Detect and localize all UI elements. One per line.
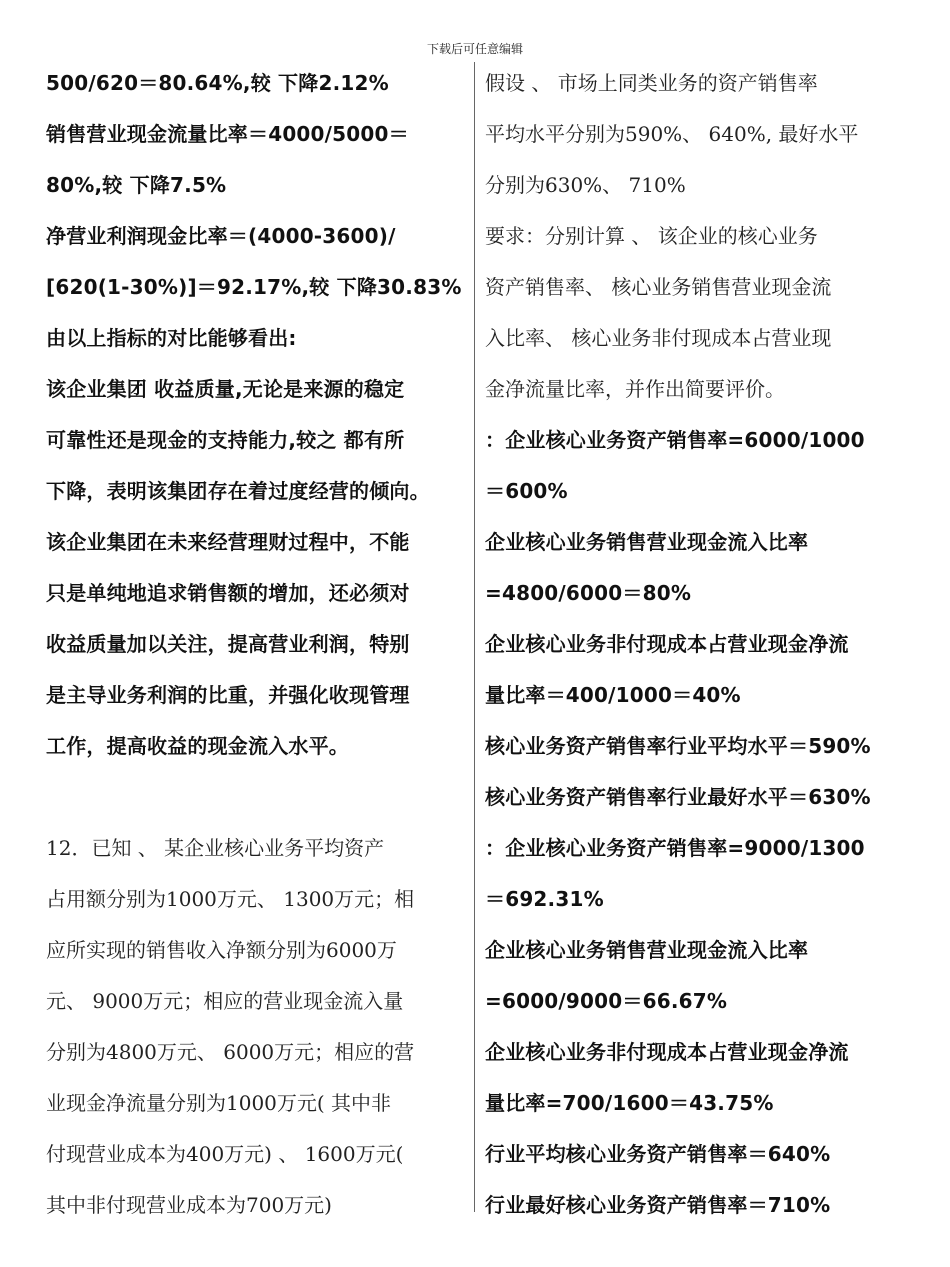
text-line: =4800/6000＝80% (485, 581, 692, 605)
text-line: 下降，表明该集团存在着过度经营的倾向。 (46, 479, 430, 503)
text-line: 要求：分别计算 、 该企业的核心业务 (485, 224, 818, 248)
text-line: 应所实现的销售收入净额分别为6000万 (46, 938, 397, 962)
text-line: 由以上指标的对比能够看出: (46, 326, 297, 350)
text-line: 业现金净流量分别为1000万元( 其中非 (46, 1091, 392, 1115)
text-line: 量比率=700/1600＝43.75% (485, 1091, 774, 1115)
text-line: 该企业集团在未来经营理财过程中，不能 (46, 530, 410, 554)
text-line: =6000/9000＝66.67% (485, 989, 728, 1013)
text-line: 平均水平分别为590%、 640%, 最好水平 (485, 122, 859, 146)
text-line: 假设 、 市场上同类业务的资产销售率 (485, 71, 818, 95)
text-line: 分别为630%、 710% (485, 173, 686, 197)
text-line: 行业最好核心业务资产销售率＝710% (485, 1193, 831, 1217)
text-line: 金净流量比率，并作出简要评价。 (485, 377, 785, 401)
text-line: 12．已知 、 某企业核心业务平均资产 (46, 836, 385, 860)
text-line: 分别为4800万元、 6000万元；相应的营 (46, 1040, 415, 1064)
text-line: ：企业核心业务资产销售率=9000/1300 (485, 836, 865, 860)
right-column (485, 58, 910, 1231)
text-line: 核心业务资产销售率行业平均水平＝590% (485, 734, 871, 758)
text-line: ：企业核心业务资产销售率=6000/1000 (485, 428, 865, 452)
answer-section (485, 415, 910, 1231)
text-line: 元、 9000万元；相应的营业现金流入量 (46, 989, 404, 1013)
text-line: 销售营业现金流量比率＝4000/5000＝ (46, 122, 409, 146)
text-line: [620(1-30%)]＝92.17%,较 下降30.83% (46, 275, 462, 299)
problem-statement (46, 823, 468, 1231)
text-line: 行业平均核心业务资产销售率＝640% (485, 1142, 831, 1166)
text-line: 该企业集团 收益质量,无论是来源的稳定 (46, 377, 405, 401)
text-line: 企业核心业务非付现成本占营业现金净流 (485, 632, 849, 656)
text-line: 500/620＝80.64%,较 下降2.12% (46, 71, 389, 95)
text-line: ＝692.31% (485, 887, 604, 911)
text-line: 工作，提高收益的现金流入水平。 (46, 734, 349, 758)
text-line: 企业核心业务销售营业现金流入比率 (485, 938, 809, 962)
text-line: 净营业利润现金比率＝(4000-3600)/ (46, 224, 396, 248)
column-divider (474, 62, 475, 1212)
page-header: 下载后可任意编辑 (426, 42, 523, 56)
paragraph-gap (46, 772, 468, 823)
text-line: 占用额分别为1000万元、 1300万元；相 (46, 887, 415, 911)
text-line: 核心业务资产销售率行业最好水平＝630% (485, 785, 871, 809)
text-line: 80%,较 下降7.5% (46, 173, 227, 197)
text-line: 入比率、 核心业务非付现成本占营业现 (485, 326, 832, 350)
left-column (46, 58, 468, 1231)
text-line: ＝600% (485, 479, 568, 503)
text-line: 量比率＝400/1000＝40% (485, 683, 741, 707)
text-line: 收益质量加以关注，提高营业利润，特别 (46, 632, 410, 656)
text-line: 企业核心业务非付现成本占营业现金净流 (485, 1040, 849, 1064)
text-line: 资产销售率、 核心业务销售营业现金流 (485, 275, 832, 299)
text-line: 只是单纯地追求销售额的增加，还必须对 (46, 581, 410, 605)
analysis-paragraph (46, 58, 468, 772)
problem-continuation (485, 58, 910, 415)
text-line: 可靠性还是现金的支持能力,较之 都有所 (46, 428, 405, 452)
text-line: 其中非付现营业成本为700万元) (46, 1193, 332, 1217)
text-line: 付现营业成本为400万元) 、 1600万元( (46, 1142, 404, 1166)
text-line: 企业核心业务销售营业现金流入比率 (485, 530, 809, 554)
text-line: 是主导业务利润的比重，并强化收现管理 (46, 683, 410, 707)
